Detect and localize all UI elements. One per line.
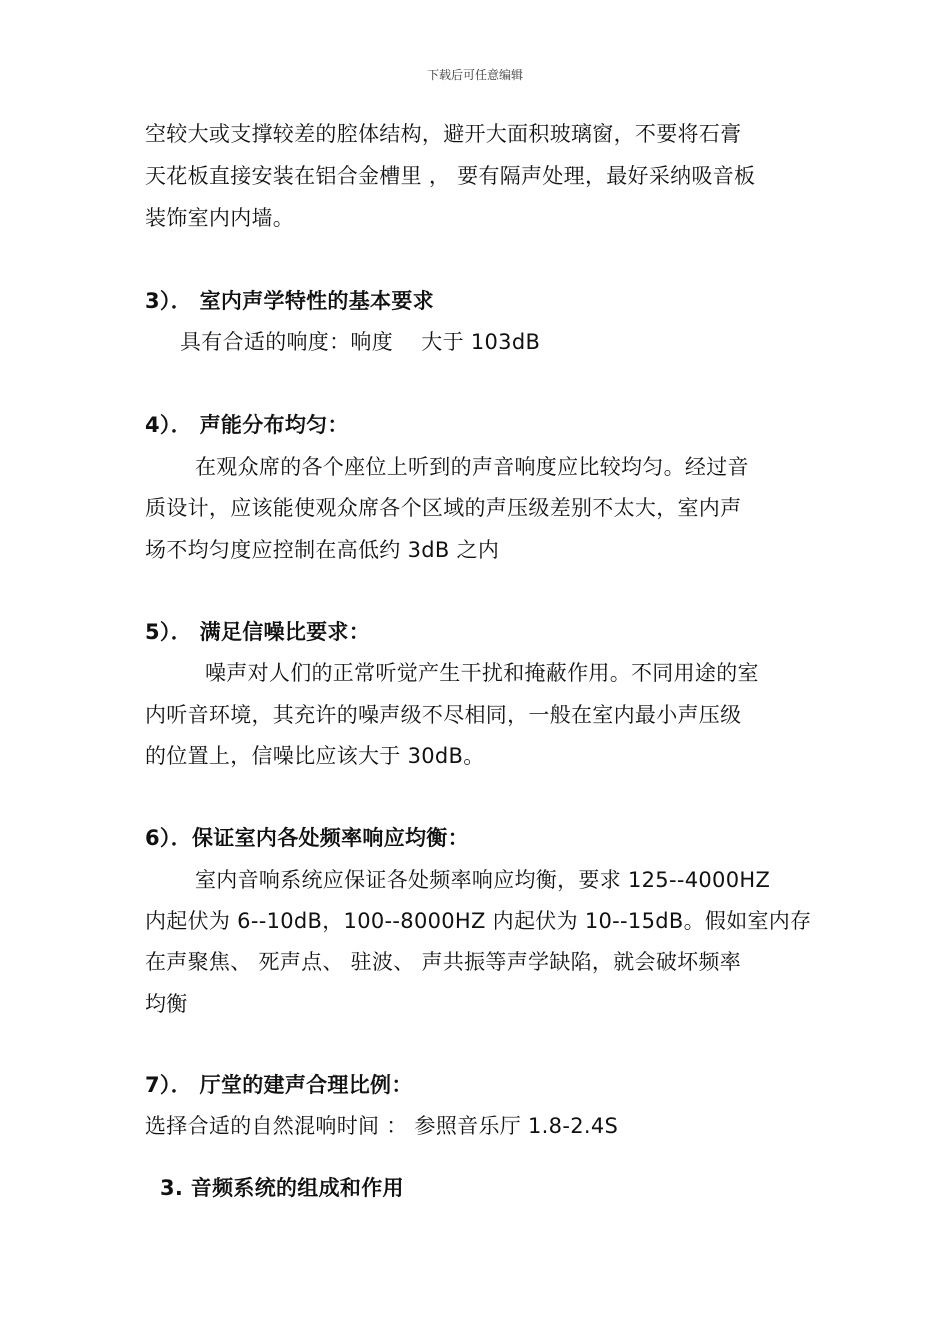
- section-heading: 5）． 满足信噪比要求：: [145, 620, 371, 644]
- chapter-heading: 3. 音频系统的组成和作用: [160, 1176, 404, 1200]
- section-heading: 3）． 室内声学特性的基本要求: [145, 289, 434, 313]
- section-heading: 6）．保证室内各处频率响应均衡：: [145, 826, 469, 850]
- body-line: 内听音环境，其充许的噪声级不尽相同，一般在室内最小声压级: [145, 703, 742, 727]
- page-header: 下载后可任意编辑: [426, 68, 523, 82]
- body-line: 具有合适的响度：响度 大于 103dB: [180, 330, 541, 354]
- body-line: 装饰室内内墙。: [145, 206, 295, 230]
- body-line: 在声聚焦、 死声点、 驻波、 声共振等声学缺陷，就会破坏频率: [145, 950, 742, 974]
- body-line: 空较大或支撑较差的腔体结构，避开大面积玻璃窗，不要将石膏: [145, 122, 742, 146]
- body-line: 天花板直接安装在铝合金槽里 ， 要有隔声处理，最好采纳吸音板: [145, 164, 756, 188]
- body-line: 内起伏为 6--10dB，100--8000HZ 内起伏为 10--15dB。假如室内存: [145, 909, 812, 933]
- body-line: 在观众席的各个座位上听到的声音响度应比较均匀。经过音: [195, 455, 749, 479]
- section-heading: 7）． 厅堂的建声合理比例：: [145, 1073, 413, 1097]
- body-line: 质设计，应该能使观众席各个区域的声压级差别不太大，室内声: [145, 496, 742, 520]
- section-heading: 4）． 声能分布均匀：: [145, 413, 349, 437]
- body-line: 选择合适的自然混响时间 ： 参照音乐厅 1.8-2.4S: [145, 1114, 619, 1138]
- body-line: 噪声对人们的正常听觉产生干扰和掩蔽作用。不同用途的室: [205, 661, 759, 685]
- body-line: 室内音响系统应保证各处频率响应均衡，要求 125--4000HZ: [195, 868, 771, 892]
- body-line: 场不均匀度应控制在高低约 3dB 之内: [145, 538, 500, 562]
- body-line: 的位置上，信噪比应该大于 30dB。: [145, 744, 485, 768]
- body-line: 均衡: [145, 992, 188, 1016]
